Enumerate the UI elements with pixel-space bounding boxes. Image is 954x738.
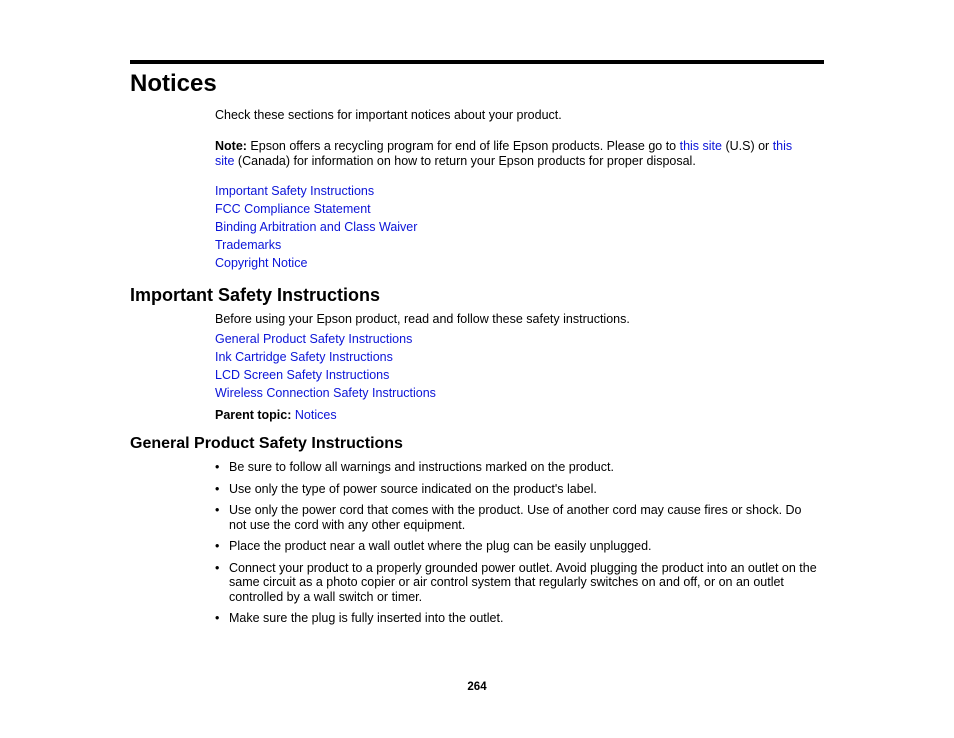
link-ink-cartridge-safety[interactable]: Ink Cartridge Safety Instructions [215, 350, 393, 364]
bullet-icon: • [215, 503, 220, 517]
canada-site-link[interactable]: this [772, 139, 793, 153]
page-number: 264 [467, 681, 487, 693]
parent-topic [215, 408, 337, 423]
general-safety-list [215, 460, 820, 633]
page-title: Notices [130, 70, 217, 97]
list-item [215, 611, 820, 626]
parent-topic-label: Parent topic: [215, 408, 292, 422]
safety-heading: Important Safety Instructions [130, 285, 381, 305]
recycling-note [215, 139, 825, 169]
list-item-text: Use only the power cord that comes with the product. Use of another cord may cause fires or shock. Do not use the cord with any other equipment. [229, 503, 802, 532]
bullet-icon: • [215, 560, 220, 575]
link-fcc-compliance[interactable]: FCC Compliance Statement [215, 202, 371, 216]
bullet-icon: • [215, 539, 220, 553]
list-item [215, 561, 820, 605]
general-heading: General Product Safety Instructions [130, 435, 403, 452]
list-item-text: Make sure the plug is fully inserted into the outlet. [229, 611, 504, 625]
safety-links [215, 330, 436, 402]
parent-topic-link[interactable]: Notices [294, 408, 337, 422]
note-label: Note: [215, 139, 247, 153]
bullet-icon: • [215, 460, 220, 474]
link-important-safety[interactable]: Important Safety Instructions [215, 184, 375, 198]
notices-links [215, 182, 417, 272]
notices-intro: Check these sections for important notices about your product. [215, 108, 562, 122]
list-item-text: Use only the type of power source indicated on the product's label. [229, 481, 597, 496]
list-item [215, 503, 820, 532]
link-trademarks[interactable]: Trademarks [215, 238, 282, 252]
list-item-text: Connect your product to a properly grounded power outlet. Avoid plugging the product into an outlet on the same circuit as a photo copier or air control system that regularly switches on and off, or on an outlet controlled by a wall switch or timer. [229, 560, 817, 604]
canada-site-link[interactable]: site [215, 154, 235, 168]
bullet-icon: • [215, 481, 220, 496]
list-item [215, 482, 820, 497]
title-rule [130, 60, 824, 64]
link-copyright[interactable]: Copyright Notice [215, 256, 308, 270]
list-item [215, 460, 820, 475]
link-binding-arbitration[interactable]: Binding Arbitration and Class Waiver [215, 220, 418, 234]
bullet-icon: • [215, 611, 220, 625]
list-item-text: Place the product near a wall outlet where the plug can be easily unplugged. [229, 539, 652, 553]
list-item-text: Be sure to follow all warnings and instructions marked on the product. [229, 460, 614, 474]
safety-intro: Before using your Epson product, read and follow these safety instructions. [215, 312, 630, 326]
list-item [215, 539, 820, 554]
note-text: (Canada) for information on how to return your Epson products for proper disposal. [234, 154, 696, 168]
link-general-product-safety[interactable]: General Product Safety Instructions [215, 332, 413, 346]
us-site-link[interactable]: this site [679, 139, 722, 153]
link-wireless-safety[interactable]: Wireless Connection Safety Instructions [215, 386, 436, 400]
note-text: (U.S) or [722, 139, 773, 153]
link-lcd-screen-safety[interactable]: LCD Screen Safety Instructions [215, 368, 390, 382]
note-text: Epson offers a recycling program for end of life Epson products. Please go to [246, 139, 680, 153]
